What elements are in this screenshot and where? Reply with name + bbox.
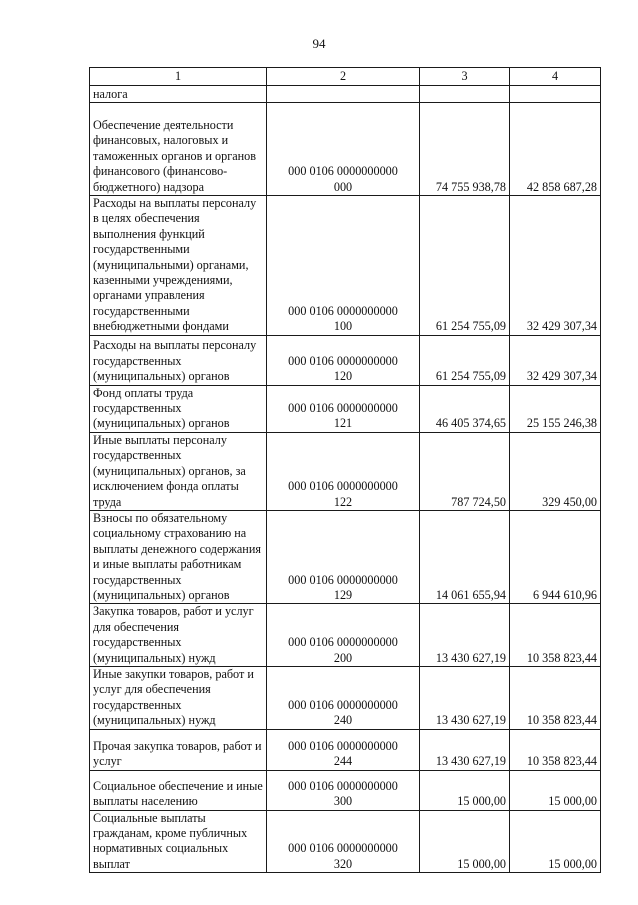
row-code-main: 000 0106 0000000000 <box>288 778 398 793</box>
row-code-suffix: 300 <box>333 794 353 809</box>
table-row <box>90 432 601 510</box>
row-value-col3: 13 430 627,19 <box>420 604 510 667</box>
row-code <box>267 385 420 432</box>
row-name: Прочая закупка товаров, работ и услуг <box>90 729 267 770</box>
row-value-col4: 15 000,00 <box>510 770 601 810</box>
row-name: Расходы на выплаты персоналу в целях обеспечения выполнения функций государственными (муниципальными) органами, казенными учреждениями, органами управления государственными внебюджетными фондами <box>90 196 267 336</box>
row-code-suffix: 129 <box>333 587 353 602</box>
row-value-col3: 13 430 627,19 <box>420 666 510 729</box>
row-code-main: 000 0106 0000000000 <box>288 697 398 712</box>
row-code <box>267 729 420 770</box>
row-value-col4: 10 358 823,44 <box>510 604 601 667</box>
table-row <box>90 770 601 810</box>
row-code <box>267 510 420 603</box>
row-code-suffix: 122 <box>333 494 353 509</box>
row-value-col4: 6 944 610,96 <box>510 510 601 603</box>
row-code-suffix: 200 <box>333 650 353 665</box>
table-body <box>90 86 601 873</box>
row-value-col3: 61 254 755,09 <box>420 335 510 385</box>
row-code-suffix: 000 <box>333 179 353 194</box>
row-code-suffix: 244 <box>333 754 353 769</box>
row-value-col3: 46 405 374,65 <box>420 385 510 432</box>
column-header-2: 2 <box>267 68 420 86</box>
row-name: налога <box>90 86 267 103</box>
row-value-col4: 15 000,00 <box>510 810 601 873</box>
column-header-4: 4 <box>510 68 601 86</box>
row-code <box>267 196 420 336</box>
row-code <box>267 86 420 103</box>
table-row <box>90 86 601 103</box>
row-code-suffix: 240 <box>333 713 353 728</box>
row-value-col4: 32 429 307,34 <box>510 196 601 336</box>
row-value-col3: 13 430 627,19 <box>420 729 510 770</box>
row-code-main: 000 0106 0000000000 <box>288 164 398 179</box>
table-row <box>90 103 601 196</box>
row-name: Иные закупки товаров, работ и услуг для обеспечения государственных (муниципальных) нужд <box>90 666 267 729</box>
row-code-main: 000 0106 0000000000 <box>288 738 398 753</box>
row-code-main: 000 0106 0000000000 <box>288 841 398 856</box>
row-code-suffix: 120 <box>333 369 353 384</box>
row-name: Закупка товаров, работ и услуг для обеспечения государственных (муниципальных) нужд <box>90 604 267 667</box>
row-value-col3: 61 254 755,09 <box>420 196 510 336</box>
table-row <box>90 510 601 603</box>
row-value-col4: 42 858 687,28 <box>510 103 601 196</box>
row-code-suffix: 100 <box>333 319 353 334</box>
row-code-suffix: 320 <box>333 856 353 871</box>
row-code-main: 000 0106 0000000000 <box>288 572 398 587</box>
row-value-col4: 10 358 823,44 <box>510 729 601 770</box>
table-row <box>90 666 601 729</box>
row-code <box>267 810 420 873</box>
row-code <box>267 432 420 510</box>
table-header-row <box>90 68 601 86</box>
table-row <box>90 385 601 432</box>
row-value-col3: 14 061 655,94 <box>420 510 510 603</box>
table-row <box>90 810 601 873</box>
row-value-col3: 15 000,00 <box>420 770 510 810</box>
row-name: Фонд оплаты труда государственных (муниципальных) органов <box>90 385 267 432</box>
row-value-col4: 10 358 823,44 <box>510 666 601 729</box>
table-row <box>90 196 601 336</box>
row-name: Иные выплаты персоналу государственных (муниципальных) органов, за исключением фонда оплаты труда <box>90 432 267 510</box>
row-code-main: 000 0106 0000000000 <box>288 401 398 416</box>
row-name: Расходы на выплаты персоналу государственных (муниципальных) органов <box>90 335 267 385</box>
page-number: 94 <box>312 36 326 51</box>
row-name: Обеспечение деятельности финансовых, налоговых и таможенных органов и органов финансового (финансово-бюджетного) надзора <box>90 103 267 196</box>
row-code <box>267 770 420 810</box>
row-code <box>267 604 420 667</box>
column-header-3: 3 <box>420 68 510 86</box>
row-code-suffix: 121 <box>333 416 353 431</box>
row-value-col3 <box>420 86 510 103</box>
row-code-main: 000 0106 0000000000 <box>288 303 398 318</box>
row-code-main: 000 0106 0000000000 <box>288 635 398 650</box>
row-code-main: 000 0106 0000000000 <box>288 479 398 494</box>
row-code <box>267 335 420 385</box>
row-value-col4 <box>510 86 601 103</box>
table-row <box>90 335 601 385</box>
row-value-col3: 787 724,50 <box>420 432 510 510</box>
row-code <box>267 103 420 196</box>
table-row <box>90 604 601 667</box>
row-value-col4: 25 155 246,38 <box>510 385 601 432</box>
table-row <box>90 729 601 770</box>
row-code <box>267 666 420 729</box>
column-header-1: 1 <box>90 68 267 86</box>
row-name: Взносы по обязательному социальному страхованию на выплаты денежного содержания и иные выплаты работникам государственных (муниципальных) органов <box>90 510 267 603</box>
row-value-col4: 32 429 307,34 <box>510 335 601 385</box>
row-value-col3: 74 755 938,78 <box>420 103 510 196</box>
row-name: Социальные выплаты гражданам, кроме публичных нормативных социальных выплат <box>90 810 267 873</box>
row-name: Социальное обеспечение и иные выплаты населению <box>90 770 267 810</box>
row-value-col3: 15 000,00 <box>420 810 510 873</box>
row-code-main: 000 0106 0000000000 <box>288 353 398 368</box>
budget-table <box>89 67 601 873</box>
row-value-col4: 329 450,00 <box>510 432 601 510</box>
